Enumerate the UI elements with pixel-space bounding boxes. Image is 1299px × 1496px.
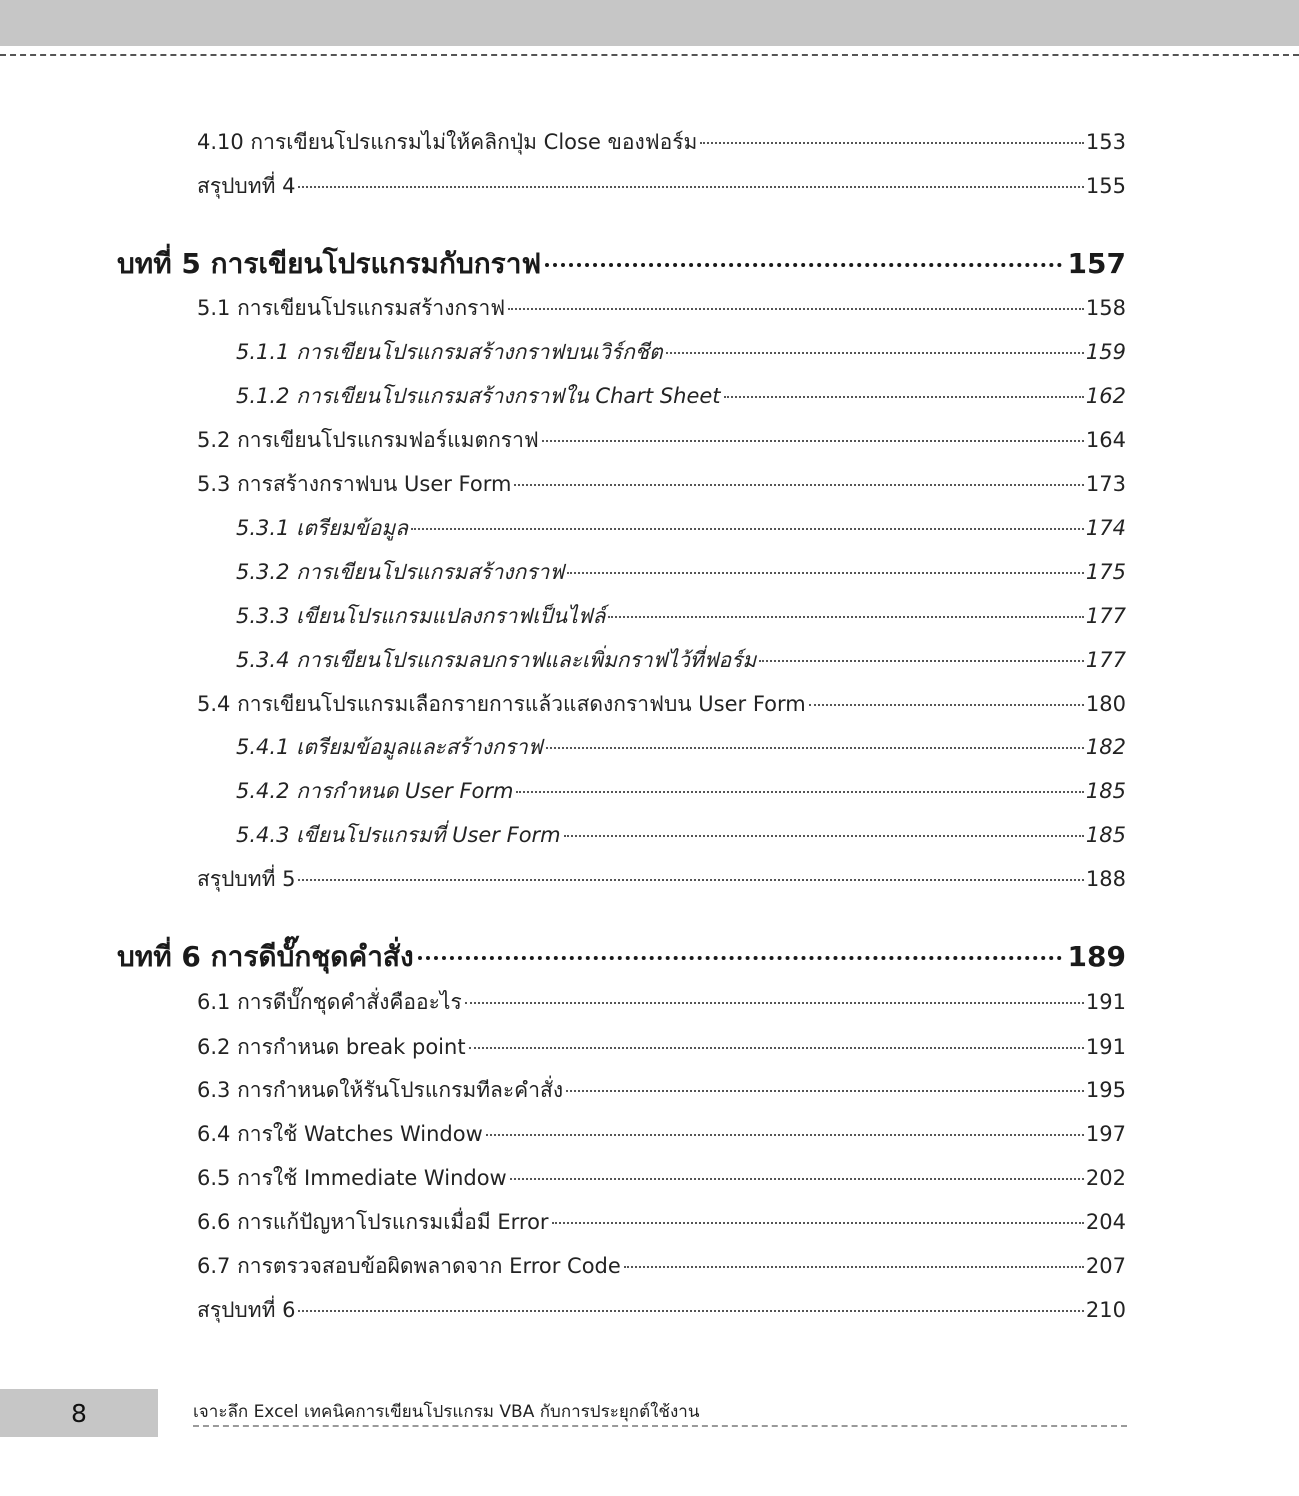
toc-entry-page: 180 <box>1085 692 1126 716</box>
dot-leader <box>566 1090 1084 1092</box>
toc-entry-title: 5.4.3 เขียนโปรแกรมที่ User Form <box>236 823 561 847</box>
toc-entry-page: 191 <box>1085 990 1126 1014</box>
toc-entry-page: 185 <box>1085 779 1126 803</box>
toc-entry-page: 207 <box>1085 1254 1126 1278</box>
dot-leader <box>724 396 1084 398</box>
toc-entry <box>197 864 1126 894</box>
toc-entry-title: 5.3.1 เตรียมข้อมูล <box>236 516 409 540</box>
toc-entry-page: 177 <box>1085 604 1126 628</box>
toc-entry-page: 202 <box>1085 1166 1126 1190</box>
toc-entry-page: 153 <box>1085 130 1126 154</box>
toc-entry-title: 6.6 การแก้ปัญหาโปรแกรมเมื่อมี Error <box>197 1210 549 1234</box>
toc-entry <box>236 776 1126 806</box>
toc-chapter-heading <box>117 939 1126 975</box>
dot-leader <box>418 956 1062 960</box>
toc-entry-page: 159 <box>1085 340 1126 364</box>
dot-leader <box>545 263 1061 267</box>
book-title: เจาะลึก Excel เทคนิคการเขียนโปรแกรม VBA กับการประยุกต์ใช้งาน <box>193 1402 700 1422</box>
dot-leader <box>759 660 1084 662</box>
toc-entry-page: 191 <box>1085 1035 1126 1059</box>
dot-leader <box>298 1310 1083 1312</box>
toc-entry-title: 4.10 การเขียนโปรแกรมไม่ให้คลิกปุ่ม Close ของฟอร์ม <box>197 130 698 154</box>
toc-entry-page: 157 <box>1067 247 1126 280</box>
toc-entry <box>236 645 1126 675</box>
dot-leader <box>567 572 1084 574</box>
toc-entry-title: 5.2 การเขียนโปรแกรมฟอร์แมตกราฟ <box>197 428 539 452</box>
toc-entry-page: 162 <box>1085 384 1126 408</box>
toc-entry-title: สรุปบทที่ 4 <box>197 174 296 198</box>
toc-entry-page: 158 <box>1085 296 1126 320</box>
toc-entry-page: 173 <box>1085 472 1126 496</box>
dot-leader <box>514 484 1083 486</box>
dot-leader <box>465 1002 1084 1004</box>
toc-entry <box>197 1119 1126 1149</box>
dot-leader <box>542 440 1084 442</box>
dot-leader <box>546 747 1084 749</box>
toc-entry-title: 5.4.1 เตรียมข้อมูลและสร้างกราฟ <box>236 735 543 759</box>
toc-entry-page: 188 <box>1085 867 1126 891</box>
toc-entry <box>236 601 1126 631</box>
dot-leader <box>469 1047 1084 1049</box>
toc-entry-title: 6.1 การดีบั๊กชุดคำสั่งคืออะไร <box>197 990 462 1014</box>
dot-leader <box>510 1178 1084 1180</box>
toc-entry <box>197 469 1126 499</box>
toc-entry <box>197 1075 1126 1105</box>
toc-entry-title: 6.3 การกำหนดให้รันโปรแกรมทีละคำสั่ง <box>197 1078 564 1102</box>
toc-entry-page: 195 <box>1085 1078 1126 1102</box>
toc-entry <box>197 1032 1126 1062</box>
toc-entry <box>197 293 1126 323</box>
toc-entry-title: 6.4 การใช้ Watches Window <box>197 1122 483 1146</box>
toc-entry <box>197 127 1126 157</box>
toc-entry-page: 155 <box>1085 174 1126 198</box>
toc-entry <box>197 1251 1126 1281</box>
toc-entry-title: 6.7 การตรวจสอบข้อผิดพลาดจาก Error Code <box>197 1254 621 1278</box>
toc-entry-title: 5.4 การเขียนโปรแกรมเลือกรายการแล้วแสดงกราฟบน User Form <box>197 692 806 716</box>
dot-leader <box>298 186 1083 188</box>
toc-entry <box>197 987 1126 1017</box>
toc-entry <box>236 381 1126 411</box>
toc-entry-page: 164 <box>1085 428 1126 452</box>
toc-entry-page: 177 <box>1085 648 1126 672</box>
toc-entry-title: 5.1.2 การเขียนโปรแกรมสร้างกราฟใน Chart Sheet <box>236 384 721 408</box>
toc-entry-page: 197 <box>1085 1122 1126 1146</box>
toc-entry-title: 5.3.4 การเขียนโปรแกรมลบกราฟและเพิ่มกราฟไว้ที่ฟอร์ม <box>236 648 757 672</box>
dot-leader <box>411 528 1084 530</box>
toc-entry-title: สรุปบทที่ 5 <box>197 867 296 891</box>
dot-leader <box>608 616 1084 618</box>
toc-entry-title: 5.1 การเขียนโปรแกรมสร้างกราฟ <box>197 296 506 320</box>
toc-entry <box>197 689 1126 719</box>
toc-entry-page: 210 <box>1085 1298 1126 1322</box>
toc-entry-page: 175 <box>1085 560 1126 584</box>
toc-entry <box>197 425 1126 455</box>
toc-entry <box>236 337 1126 367</box>
dot-leader <box>552 1222 1084 1224</box>
toc-entry-title: 5.3 การสร้างกราฟบน User Form <box>197 472 512 496</box>
toc-entry-page: 174 <box>1085 516 1126 540</box>
toc-entry-title: บทที่ 5 การเขียนโปรแกรมกับกราฟ <box>117 247 542 280</box>
dot-leader <box>564 835 1084 837</box>
toc-entry <box>197 1207 1126 1237</box>
toc-entry-page: 182 <box>1085 735 1126 759</box>
toc-entry <box>236 732 1126 762</box>
footer-dashed-rule <box>193 1425 1127 1427</box>
toc-entry <box>236 557 1126 587</box>
toc-entry-title: บทที่ 6 การดีบั๊กชุดคำสั่ง <box>117 940 414 973</box>
page-number-box <box>0 1389 158 1437</box>
toc-entry-page: 204 <box>1085 1210 1126 1234</box>
toc-entry-title: 5.3.2 การเขียนโปรแกรมสร้างกราฟ <box>236 560 565 584</box>
dot-leader <box>298 879 1083 881</box>
dot-leader <box>700 142 1084 144</box>
toc-entry-page: 185 <box>1085 823 1126 847</box>
toc-entry-title: 5.3.3 เขียนโปรแกรมแปลงกราฟเป็นไฟล์ <box>236 604 606 628</box>
dot-leader <box>516 791 1083 793</box>
toc-entry-title: 6.5 การใช้ Immediate Window <box>197 1166 507 1190</box>
toc-entry <box>197 1295 1126 1325</box>
toc-entry-page: 189 <box>1067 940 1126 973</box>
toc-entry-title: สรุปบทที่ 6 <box>197 1298 296 1322</box>
toc-chapter-heading <box>117 246 1126 282</box>
toc-entry <box>236 820 1126 850</box>
toc-entry <box>236 513 1126 543</box>
toc-entry-title: 5.4.2 การกำหนด User Form <box>236 779 514 803</box>
dot-leader <box>809 704 1084 706</box>
toc-entry-title: 6.2 การกำหนด break point <box>197 1035 466 1059</box>
dot-leader <box>624 1266 1084 1268</box>
toc-entry <box>197 171 1126 201</box>
toc-entry-title: 5.1.1 การเขียนโปรแกรมสร้างกราฟบนเวิร์กชีต <box>236 340 663 364</box>
dot-leader <box>508 308 1084 310</box>
toc-entry <box>197 1163 1126 1193</box>
dot-leader <box>486 1134 1084 1136</box>
page-number: 8 <box>71 1398 87 1428</box>
dot-leader <box>666 352 1084 354</box>
